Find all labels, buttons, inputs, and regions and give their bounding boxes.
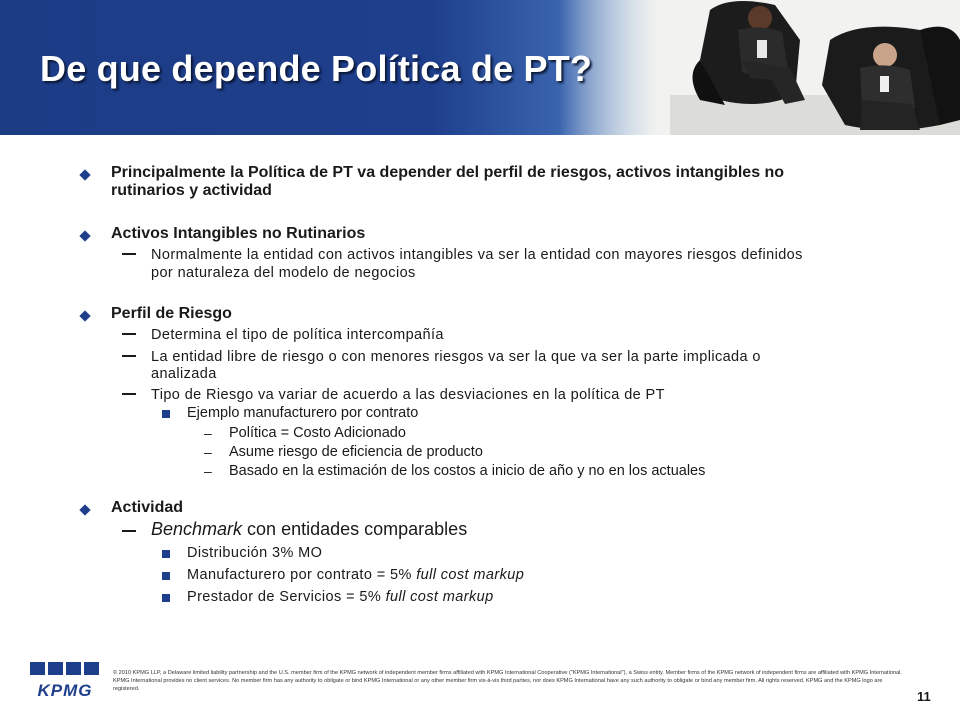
benchmark-italic-text: Benchmark xyxy=(151,519,243,539)
fourth-level-text: Asume riesgo de eficiencia de producto xyxy=(229,444,483,460)
fourth-level-text: Política = Costo Adicionado xyxy=(229,425,406,441)
endash-bullet-icon: – xyxy=(204,463,212,479)
third-level-text xyxy=(187,589,494,605)
sub-bullet-text-continued: analizada xyxy=(151,366,217,382)
sub-bullet-text: Tipo de Riesgo va variar de acuerdo a las desviaciones en la política de PT xyxy=(151,387,665,403)
third-level-text xyxy=(187,567,524,583)
bullet-text: Perfil de Riesgo xyxy=(111,305,232,322)
dash-bullet-icon xyxy=(122,333,136,335)
bullet-text: Actividad xyxy=(111,499,184,516)
diamond-bullet-icon xyxy=(79,169,90,180)
diamond-bullet-icon xyxy=(79,230,90,241)
diamond-bullet-icon xyxy=(79,504,90,515)
dash-bullet-icon xyxy=(122,355,136,357)
page-number: 11 xyxy=(917,689,931,704)
square-bullet-icon xyxy=(162,550,170,558)
square-bullet-icon xyxy=(162,410,170,418)
third-level-text: Ejemplo manufacturero por contrato xyxy=(187,405,419,421)
business-people-photo xyxy=(560,0,960,135)
fourth-level-text: Basado en la estimación de los costos a inicio de año y no en los actuales xyxy=(229,463,706,479)
italic-text: full cost markup xyxy=(416,567,525,583)
italic-text: full cost markup xyxy=(385,589,494,605)
dash-bullet-icon xyxy=(122,393,136,395)
dash-bullet-icon xyxy=(122,253,136,255)
legal-disclaimer: © 2010 KPMG LLP, a Delaware limited liability partnership and the U.S. member firm of the KPMG network of independent member firms affiliated with KPMG International Cooperative ("KPMG International"), a Swiss entity. Member firms of the KPMG network of independent firms are affiliated with KPMG International. KPMG International provides no client services. No member firm has any authority to obligate or bind KPMG International or any other member firm vis-à-vis third parties, nor does KPMG International have any such authority to obligate or bind any member firm. All rights reserved. KPMG and the KPMG logo are registered. xyxy=(113,670,902,692)
endash-bullet-icon: – xyxy=(204,444,212,460)
diamond-bullet-icon xyxy=(79,310,90,321)
dash-bullet-icon xyxy=(122,530,136,532)
kpmg-logo xyxy=(30,662,100,702)
sub-bullet-text: Determina el tipo de política intercompañía xyxy=(151,327,444,343)
sub-bullet-text xyxy=(151,519,467,540)
third-level-text: Distribución 3% MO xyxy=(187,545,323,561)
sub-bullet-text: Normalmente la entidad con activos intangibles va ser la entidad con mayores riesgos definidos xyxy=(151,247,803,263)
bullet-text: Activos Intangibles no Rutinarios xyxy=(111,225,366,242)
endash-bullet-icon: – xyxy=(204,425,212,441)
sub-bullet-text: La entidad libre de riesgo o con menores riesgos va ser la que va ser la parte implicada o xyxy=(151,349,761,365)
logo-wordmark: KPMG xyxy=(37,681,93,700)
plain-text: Manufacturero por contrato = 5% xyxy=(187,567,417,583)
sub-bullet-text-continued: por naturaleza del modelo de negocios xyxy=(151,265,416,281)
square-bullet-icon xyxy=(162,594,170,602)
header-banner xyxy=(0,0,960,135)
square-bullet-icon xyxy=(162,572,170,580)
slide-title: De que depende Política de PT? xyxy=(40,48,593,89)
plain-text: Prestador de Servicios = 5% xyxy=(187,589,386,605)
benchmark-rest-text: con entidades comparables xyxy=(242,519,468,539)
bullet-text-continued: rutinarios y actividad xyxy=(111,182,272,199)
bullet-text: Principalmente la Política de PT va depender del perfil de riesgos, activos intangibles no xyxy=(111,164,785,181)
